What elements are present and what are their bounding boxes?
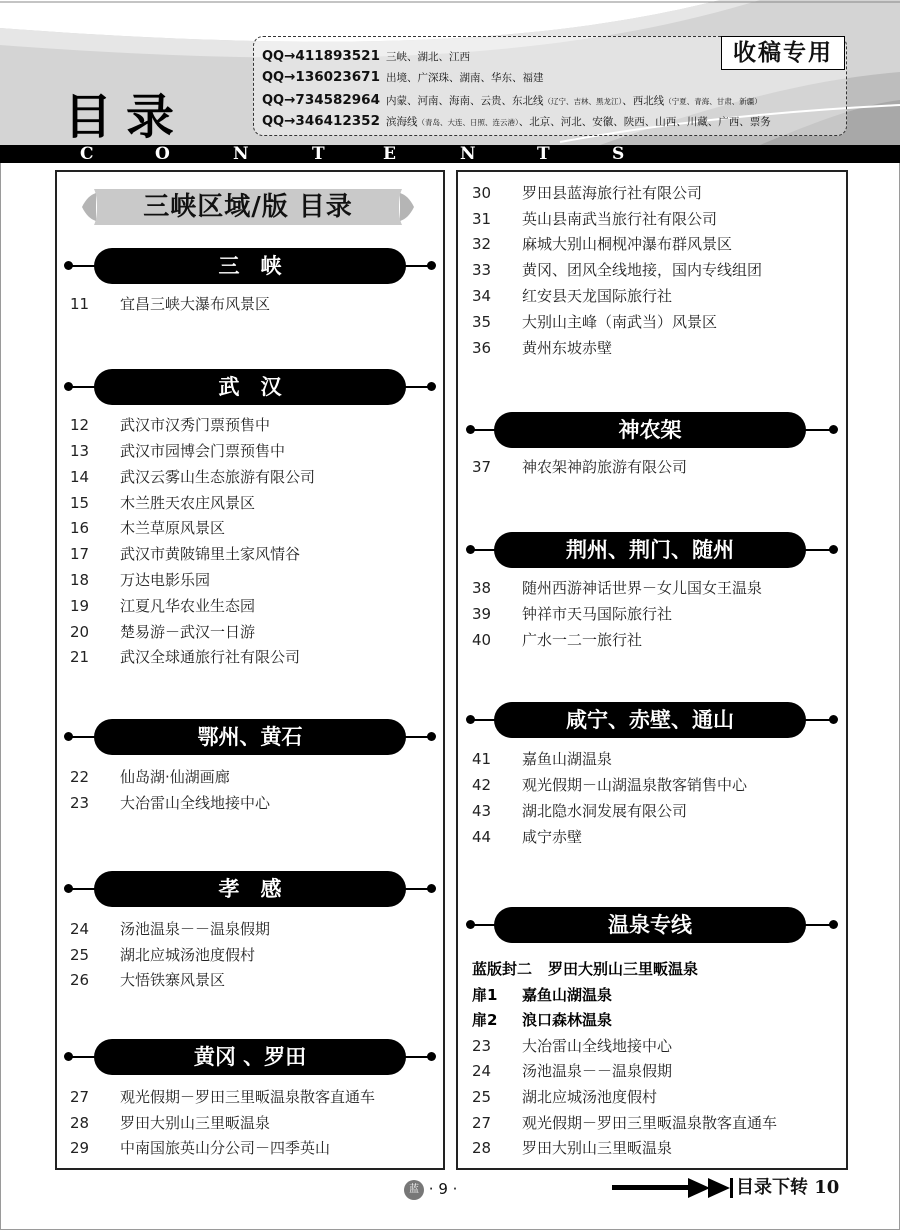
- section-title: 三 峡: [94, 248, 406, 284]
- item-text: 中南国旅英山分公司－四季英山: [120, 1139, 331, 1157]
- item-text: 仙岛湖·仙湖画廊: [120, 768, 230, 786]
- banner-title: 三峡区域/版 目录: [143, 192, 353, 222]
- item-page-number: 20: [70, 623, 90, 641]
- section-title: 鄂州、黄石: [94, 719, 406, 755]
- item-page-number: 12: [70, 416, 90, 434]
- qq-areas-note: （青岛、大连、日照、连云港）: [417, 118, 519, 127]
- item-page-number: 24: [70, 920, 90, 938]
- item-page-number: 42: [472, 776, 492, 794]
- qq-label: QQ: [262, 49, 285, 64]
- item-text: 红安县天龙国际旅行社: [522, 287, 673, 305]
- qq-number: →136023671: [284, 69, 380, 85]
- section-header-huanggang-luotian: [66, 1039, 434, 1075]
- section-header-wuhan: [66, 369, 434, 405]
- qq-areas: 滨海线: [385, 116, 418, 128]
- qq-line-3: [262, 92, 762, 112]
- item-page-number: 43: [472, 802, 492, 820]
- section-title: 神农架: [494, 412, 806, 448]
- item-page-number: 44: [472, 828, 492, 846]
- item-page-number: 14: [70, 468, 90, 486]
- page-number: · 9 ·: [428, 1180, 458, 1198]
- item-text: 江夏凡华农业生态园: [120, 597, 256, 615]
- contents-letter: T: [537, 144, 550, 164]
- qq-line-2: [262, 69, 543, 89]
- qq-number: →411893521: [284, 48, 380, 64]
- item-text: 嘉鱼山湖温泉: [522, 750, 613, 768]
- item-page-number: 35: [472, 313, 492, 331]
- item-page-number: 30: [472, 184, 492, 202]
- qq-line-4: [262, 113, 771, 133]
- qq-areas-2: 、北京、河北、安徽、陕西、山西、川藏、广西、票务: [518, 116, 771, 128]
- qq-areas: 内蒙、河南、海南、云贵、东北线: [385, 95, 544, 107]
- qq-label: QQ: [262, 93, 285, 108]
- item-text: 钟祥市天马国际旅行社: [522, 605, 673, 623]
- continued-label: 目录下转 10: [736, 1177, 840, 1198]
- item-page-number: 33: [472, 261, 492, 279]
- item-text: 湖北应城汤池度假村: [522, 1088, 658, 1106]
- item-text: 黄冈、团风全线地接，国内专线组团: [522, 261, 763, 279]
- section-title: 温泉专线: [494, 907, 806, 943]
- page-number-footer: [404, 1177, 457, 1201]
- contents-letter: C: [80, 144, 94, 164]
- contents-letter: E: [383, 144, 396, 164]
- item-text: 大别山主峰（南武当）风景区: [522, 313, 718, 331]
- item-text: 观光假期－山湖温泉散客销售中心: [522, 776, 748, 794]
- qq-areas: 三峡、湖北、江西: [385, 51, 470, 63]
- qq-line-1: [262, 48, 470, 68]
- item-page-number: 40: [472, 631, 492, 649]
- contents-letter: N: [460, 144, 476, 164]
- item-page-number: 25: [472, 1088, 492, 1106]
- item-page-number: 16: [70, 519, 90, 537]
- item-text: 罗田县蓝海旅行社有限公司: [522, 184, 703, 202]
- item-page-number: 25: [70, 946, 90, 964]
- item-page-number: 17: [70, 545, 90, 563]
- section-header-shennongjia: [468, 412, 836, 448]
- item-page-number: 22: [70, 768, 90, 786]
- item-page-number: 28: [70, 1114, 90, 1132]
- item-text: 木兰胜天农庄风景区: [120, 494, 256, 512]
- item-page-number: 41: [472, 750, 492, 768]
- item-text: 武汉云雾山生态旅游有限公司: [120, 468, 316, 486]
- item-page-number: 34: [472, 287, 492, 305]
- item-text: 广水一二一旅行社: [522, 631, 643, 649]
- contents-letter: S: [612, 144, 625, 164]
- qq-areas-2: 、西北线: [622, 95, 665, 107]
- section-header-xianning-chibi-tongshan: [468, 702, 836, 738]
- item-text: 武汉全球通旅行社有限公司: [120, 648, 301, 666]
- item-text: 英山县南武当旅行社有限公司: [522, 210, 718, 228]
- qq-number: →346412352: [284, 113, 380, 129]
- item-text: 大悟铁寨风景区: [120, 971, 226, 989]
- section-title: 黄冈 、罗田: [94, 1039, 406, 1075]
- item-text: 汤池温泉－－温泉假期: [120, 920, 271, 938]
- item-page-number: 蓝版封二: [472, 960, 533, 978]
- submission-stamp: 收稿专用: [721, 36, 845, 70]
- item-text: 罗田大别山三里畈温泉: [548, 960, 699, 978]
- item-text: 随州西游神话世界－女儿国女王温泉: [522, 579, 763, 597]
- item-page-number: 37: [472, 458, 492, 476]
- qq-label: QQ: [262, 70, 285, 85]
- section-title: 武 汉: [94, 369, 406, 405]
- item-text: 木兰草原风景区: [120, 519, 226, 537]
- item-text: 武汉市汉秀门票预售中: [120, 416, 271, 434]
- item-page-number: 13: [70, 442, 90, 460]
- item-text: 神农架神韵旅游有限公司: [522, 458, 688, 476]
- item-text: 湖北隐水洞发展有限公司: [522, 802, 688, 820]
- contents-letter: O: [155, 144, 170, 164]
- region-banner: [80, 185, 416, 229]
- item-text: 咸宁赤壁: [522, 828, 583, 846]
- item-page-number: 27: [472, 1114, 492, 1132]
- item-text: 罗田大别山三里畈温泉: [522, 1139, 673, 1157]
- item-page-number: 扉1: [472, 986, 498, 1004]
- item-page-number: 21: [70, 648, 90, 666]
- item-text: 万达电影乐园: [120, 571, 211, 589]
- item-text: 麻城大别山桐枧冲瀑布群风景区: [522, 235, 733, 253]
- item-text: 武汉市园博会门票预售中: [120, 442, 286, 460]
- item-text: 湖北应城汤池度假村: [120, 946, 256, 964]
- item-text: 观光假期－罗田三里畈温泉散客直通车: [120, 1088, 376, 1106]
- item-page-number: 32: [472, 235, 492, 253]
- qq-areas-note: （辽宁、吉林、黑龙江）: [543, 97, 623, 106]
- section-header-xiaogan: [66, 871, 434, 907]
- page-title: 目录: [64, 89, 189, 145]
- item-text: 黄州东坡赤壁: [522, 339, 613, 357]
- header: [0, 0, 900, 145]
- section-title: 孝 感: [94, 871, 406, 907]
- item-text: 浪口森林温泉: [522, 1011, 613, 1029]
- item-page-number: 26: [70, 971, 90, 989]
- section-header-ezhou-huangshi: [66, 719, 434, 755]
- item-text: 宜昌三峡大瀑布风景区: [120, 295, 271, 313]
- item-page-number: 扉2: [472, 1011, 498, 1029]
- item-page-number: 11: [70, 295, 90, 313]
- contents-letter: T: [312, 144, 325, 164]
- item-page-number: 38: [472, 579, 492, 597]
- item-text: 嘉鱼山湖温泉: [522, 986, 613, 1004]
- section-header-hot-spring-line: [468, 907, 836, 943]
- item-text: 大冶雷山全线地接中心: [522, 1037, 673, 1055]
- section-title: 荆州、荆门、随州: [494, 532, 806, 568]
- item-text: 楚易游－武汉一日游: [120, 623, 256, 641]
- item-text: 大冶雷山全线地接中心: [120, 794, 271, 812]
- item-page-number: 28: [472, 1139, 492, 1157]
- item-page-number: 18: [70, 571, 90, 589]
- item-text: 武汉市黄陂锦里土家风情谷: [120, 545, 301, 563]
- section-header-jingzhou-jingmen-suizhou: [468, 532, 836, 568]
- item-page-number: 24: [472, 1062, 492, 1080]
- item-page-number: 19: [70, 597, 90, 615]
- contents-bar: [0, 145, 900, 163]
- item-text: 罗田大别山三里畈温泉: [120, 1114, 271, 1132]
- section-header-sanxia: [66, 248, 434, 284]
- item-page-number: 23: [70, 794, 90, 812]
- item-page-number: 36: [472, 339, 492, 357]
- item-text: 汤池温泉－－温泉假期: [522, 1062, 673, 1080]
- edition-icon: 蓝: [404, 1180, 424, 1200]
- item-page-number: 29: [70, 1139, 90, 1157]
- contents-letter: N: [233, 144, 249, 164]
- item-page-number: 27: [70, 1088, 90, 1106]
- qq-areas: 出境、广深珠、湖南、华东、福建: [385, 72, 544, 84]
- item-page-number: 15: [70, 494, 90, 512]
- item-text: 观光假期－罗田三里畈温泉散客直通车: [522, 1114, 778, 1132]
- item-page-number: 23: [472, 1037, 492, 1055]
- qq-number: →734582964: [284, 92, 380, 108]
- item-page-number: 31: [472, 210, 492, 228]
- qq-label: QQ: [262, 114, 285, 129]
- item-page-number: 39: [472, 605, 492, 623]
- section-title: 咸宁、赤壁、通山: [494, 702, 806, 738]
- left-column: [55, 170, 445, 1170]
- qq-areas-note-2: （宁夏、青海、甘肃、新疆）: [664, 97, 762, 106]
- arrow-right-icon: [612, 1174, 734, 1202]
